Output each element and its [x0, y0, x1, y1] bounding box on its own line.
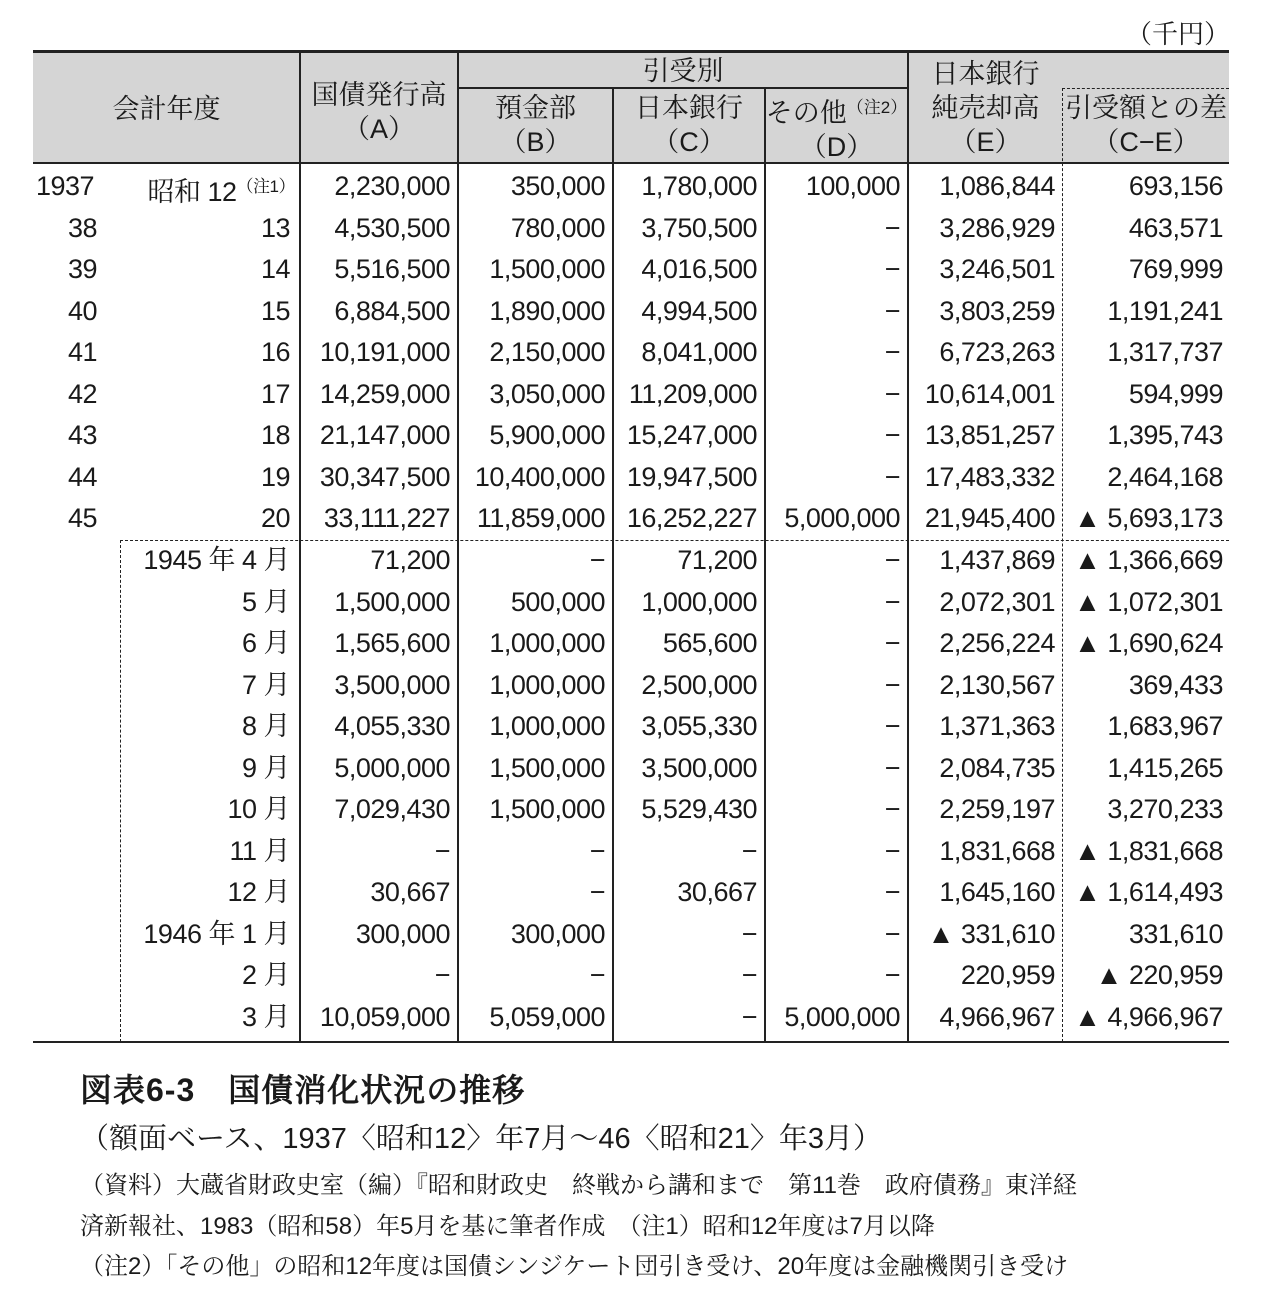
cell-e: ▲ 331,610: [927, 918, 1055, 949]
cell-d: 100,000: [805, 171, 900, 201]
cell-e: 1,831,668: [939, 835, 1055, 866]
header-deposit-label: 預金部: [495, 93, 576, 123]
cell-e: 2,072,301: [939, 586, 1055, 617]
cell-b: −: [589, 544, 605, 575]
cell-d: −: [884, 295, 900, 326]
cell-a: 10,059,000: [319, 1002, 450, 1032]
cell-a: 4,055,330: [334, 711, 450, 742]
source-note-1: （資料）大蔵省財政史室（編）『昭和財政史 終戦から講和まで 第11巻 政府債務』東洋経: [80, 1172, 1077, 1199]
cell-e: 4,966,967: [939, 1002, 1055, 1032]
row-era-value: 18: [260, 420, 290, 451]
cell-a: 5,000,000: [334, 752, 450, 783]
cell-e: 13,851,257: [924, 420, 1055, 451]
header-boj-symbol: （C）: [652, 127, 726, 157]
cell-diff: 693,156: [1128, 171, 1223, 201]
cell-diff: 1,191,241: [1107, 295, 1223, 326]
cell-b: 2,150,000: [489, 337, 605, 368]
cell-diff: 1,317,737: [1107, 337, 1223, 368]
cell-e: 3,286,929: [939, 212, 1055, 243]
header-fiscal-year: 会計年度: [112, 94, 221, 124]
cell-b: 1,500,000: [489, 794, 605, 825]
cell-b: 1,000,000: [489, 711, 605, 742]
header-issued-label: 国債発行高: [311, 80, 447, 110]
cell-e: 6,723,263: [939, 337, 1055, 368]
cell-a: −: [434, 960, 450, 991]
cell-diff: ▲ 1,614,493: [1074, 877, 1223, 908]
header-issued: [300, 78, 458, 146]
cell-a: 1,565,600: [334, 628, 450, 659]
row-era-value: 13: [260, 212, 290, 243]
header-boj-sales: [908, 57, 1063, 159]
cell-c: 1,780,000: [641, 171, 757, 201]
cell-diff: 1,683,967: [1107, 711, 1223, 742]
cell-diff: ▲ 220,959: [1095, 960, 1223, 991]
row-year: 39: [68, 254, 98, 285]
cell-c: 3,055,330: [641, 711, 757, 742]
row-era: [120, 374, 290, 416]
header-boj: [613, 91, 765, 159]
row-era: [120, 166, 295, 208]
header-rule: [33, 162, 1229, 164]
cell-d: −: [884, 254, 900, 285]
cell-d: −: [884, 669, 900, 700]
cell-a: 5,516,500: [334, 254, 450, 285]
row-month: 5 月: [241, 586, 290, 617]
cell-diff: ▲ 1,690,624: [1074, 628, 1223, 659]
cell-a: 10,191,000: [319, 337, 450, 368]
cell-c: −: [741, 918, 757, 949]
header-boj-sales-line2: 純売却高: [931, 93, 1040, 123]
row-era-value: 19: [260, 461, 290, 492]
cell-d: −: [884, 378, 900, 409]
cell-diff: ▲ 1,831,668: [1074, 835, 1223, 866]
cell-d: −: [884, 877, 900, 908]
cell-diff: 594,999: [1128, 378, 1223, 409]
cell-c: −: [741, 1002, 757, 1032]
row-month: 12 月: [227, 877, 290, 908]
row-month: 1945 年 4 月: [143, 544, 290, 575]
unit-label: （千円）: [1125, 19, 1230, 49]
row-era-value: 15: [260, 295, 290, 326]
cell-e: 2,259,197: [939, 794, 1055, 825]
header-diff-symbol: （C−E）: [1092, 127, 1200, 157]
header-issued-symbol: （A）: [342, 114, 415, 144]
header-boj-label: 日本銀行: [635, 93, 743, 123]
cell-d: −: [884, 337, 900, 368]
cell-e: 10,614,001: [924, 378, 1055, 409]
cell-e: 17,483,332: [924, 461, 1055, 492]
cell-b: 1,500,000: [489, 254, 605, 285]
row-era-value: 17: [260, 378, 290, 409]
row-era-value: 16: [260, 337, 290, 368]
row-year: 44: [68, 461, 98, 492]
row-era: [120, 208, 290, 250]
cell-b: 11,859,000: [476, 503, 605, 534]
row-month: 8 月: [241, 711, 290, 742]
cell-d: −: [884, 918, 900, 949]
cell-b: 5,059,000: [489, 1002, 605, 1032]
cell-a: 30,347,500: [319, 461, 450, 492]
cell-diff: 331,610: [1128, 918, 1223, 949]
row-month: 3 月: [241, 1002, 290, 1032]
row-year: 40: [68, 295, 98, 326]
header-other-label: その他: [765, 98, 847, 128]
cell-d: −: [884, 628, 900, 659]
cell-diff: 1,415,265: [1107, 752, 1223, 783]
cell-c: 3,750,500: [641, 212, 757, 243]
cell-d: −: [884, 794, 900, 825]
cell-diff: 769,999: [1128, 254, 1223, 285]
cell-a: 1,500,000: [334, 586, 450, 617]
cell-a: 7,029,430: [334, 794, 450, 825]
cell-diff: 1,395,743: [1107, 420, 1223, 451]
cell-e: 2,256,224: [939, 628, 1055, 659]
header-deposit-symbol: （B）: [499, 127, 572, 157]
cell-d: 5,000,000: [784, 1002, 900, 1032]
cell-diff: ▲ 5,693,173: [1074, 503, 1223, 534]
cell-d: −: [884, 461, 900, 492]
row-month: 11 月: [229, 835, 290, 866]
row-era-note: （注1）: [236, 177, 295, 196]
cell-e: 2,084,735: [939, 752, 1055, 783]
row-month: 2 月: [241, 960, 290, 991]
header-other: [765, 91, 908, 164]
underwriting-rule: [458, 87, 908, 89]
cell-b: 300,000: [510, 918, 605, 949]
cell-b: 3,050,000: [489, 378, 605, 409]
row-year: 38: [68, 212, 98, 243]
row-era-value: 14: [260, 254, 290, 285]
cell-a: 33,111,227: [323, 503, 450, 534]
cell-d: 5,000,000: [784, 503, 900, 534]
cell-d: −: [884, 960, 900, 991]
row-year: 45: [68, 503, 98, 534]
cell-c: 3,500,000: [641, 752, 757, 783]
cell-c: 16,252,227: [626, 503, 757, 534]
cell-d: −: [884, 212, 900, 243]
cell-c: 565,600: [662, 628, 757, 659]
cell-e: 1,371,363: [939, 711, 1055, 742]
cell-a: −: [434, 835, 450, 866]
cell-e: 3,803,259: [939, 295, 1055, 326]
header-other-symbol: （D）: [799, 132, 874, 162]
cell-c: −: [741, 835, 757, 866]
header-boj-sales-symbol: （E）: [949, 127, 1022, 157]
cell-b: 350,000: [510, 171, 605, 201]
cell-b: −: [589, 835, 605, 866]
cell-b: −: [589, 877, 605, 908]
row-era: [120, 291, 290, 333]
cell-b: 500,000: [510, 586, 605, 617]
cell-diff: 369,433: [1128, 669, 1223, 700]
cell-c: 15,247,000: [626, 420, 757, 451]
header-underwriting: 引受別: [642, 56, 724, 86]
row-era: [120, 498, 290, 540]
cell-d: −: [884, 752, 900, 783]
header-diff-label: 引受額との差: [1065, 93, 1227, 123]
cell-a: 6,884,500: [334, 295, 450, 326]
row-year: 41: [68, 337, 98, 368]
cell-c: 4,016,500: [641, 254, 757, 285]
cell-a: 30,667: [370, 877, 450, 908]
cell-diff: 463,571: [1128, 212, 1223, 243]
cell-c: 8,041,000: [641, 337, 757, 368]
row-month: 7 月: [241, 669, 290, 700]
row-era: [120, 457, 290, 499]
cell-e: 1,645,160: [939, 877, 1055, 908]
cell-d: −: [884, 586, 900, 617]
cell-c: 4,994,500: [641, 295, 757, 326]
cell-d: −: [884, 420, 900, 451]
cell-a: 4,530,500: [334, 212, 450, 243]
top-rule: [33, 50, 1229, 53]
header-boj-sales-line1: 日本銀行: [931, 59, 1040, 89]
cell-c: −: [741, 960, 757, 991]
cell-b: 5,900,000: [489, 420, 605, 451]
cell-a: 2,230,000: [334, 171, 450, 201]
cell-d: −: [884, 711, 900, 742]
cell-b: 1,000,000: [489, 669, 605, 700]
cell-b: 1,890,000: [489, 295, 605, 326]
cell-c: 30,667: [677, 877, 757, 908]
header-deposit: [458, 91, 613, 159]
cell-c: 19,947,500: [626, 461, 757, 492]
header-dashed-rule: [1062, 88, 1229, 89]
cell-a: 21,147,000: [319, 420, 450, 451]
cell-b: 1,000,000: [489, 628, 605, 659]
row-month: 9 月: [241, 752, 290, 783]
header-other-note: （注2）: [846, 98, 908, 117]
cell-e: 21,945,400: [924, 503, 1055, 534]
cell-c: 2,500,000: [641, 669, 757, 700]
cell-b: 1,500,000: [489, 752, 605, 783]
row-era: [120, 415, 290, 457]
cell-a: 14,259,000: [319, 378, 450, 409]
cell-e: 220,959: [960, 960, 1055, 991]
cell-b: 780,000: [510, 212, 605, 243]
cell-e: 1,437,869: [939, 544, 1055, 575]
row-month: 6 月: [241, 628, 290, 659]
cell-e: 1,086,844: [939, 171, 1055, 201]
cell-diff: 3,270,233: [1107, 794, 1223, 825]
source-note-3: （注2）「その他」の昭和12年度は国債シンジケート団引き受け、20年度は金融機関引き受け: [80, 1253, 1069, 1280]
cell-diff: ▲ 4,966,967: [1074, 1002, 1223, 1032]
cell-diff: ▲ 1,366,669: [1074, 544, 1223, 575]
row-era: [120, 249, 290, 291]
cell-d: −: [884, 835, 900, 866]
row-month: 1946 年 1 月: [143, 918, 290, 949]
cell-e: 3,246,501: [939, 254, 1055, 285]
cell-a: 71,200: [370, 544, 450, 575]
row-era-value: 20: [260, 503, 290, 534]
cell-a: 300,000: [355, 918, 450, 949]
row-year: 42: [68, 378, 98, 409]
cell-b: −: [589, 960, 605, 991]
cell-diff: ▲ 1,072,301: [1074, 586, 1223, 617]
cell-b: 10,400,000: [474, 461, 605, 492]
cell-c: 11,209,000: [628, 378, 757, 409]
figure-subtitle: （額面ベース、1937〈昭和12〉年7月～46〈昭和21〉年3月）: [80, 1123, 882, 1155]
row-month: 10 月: [227, 794, 290, 825]
cell-diff: 2,464,168: [1107, 461, 1223, 492]
figure-caption: 図表6-3 国債消化状況の推移: [80, 1072, 526, 1108]
cell-c: 5,529,430: [641, 794, 757, 825]
source-note-2: 済新報社、1983（昭和58）年5月を基に筆者作成 （注1）昭和12年度は7月以降: [80, 1213, 935, 1240]
row-year: 1937: [36, 171, 95, 201]
cell-c: 1,000,000: [641, 586, 757, 617]
row-era-value: 昭和 12: [147, 177, 237, 207]
row-year: 43: [68, 420, 98, 451]
cell-a: 3,500,000: [334, 669, 450, 700]
cell-e: 2,130,567: [939, 669, 1055, 700]
header-diff: [1063, 91, 1229, 159]
bottom-rule: [33, 1041, 1229, 1043]
cell-c: 71,200: [677, 544, 757, 575]
row-era: [120, 332, 290, 374]
cell-d: −: [884, 544, 900, 575]
